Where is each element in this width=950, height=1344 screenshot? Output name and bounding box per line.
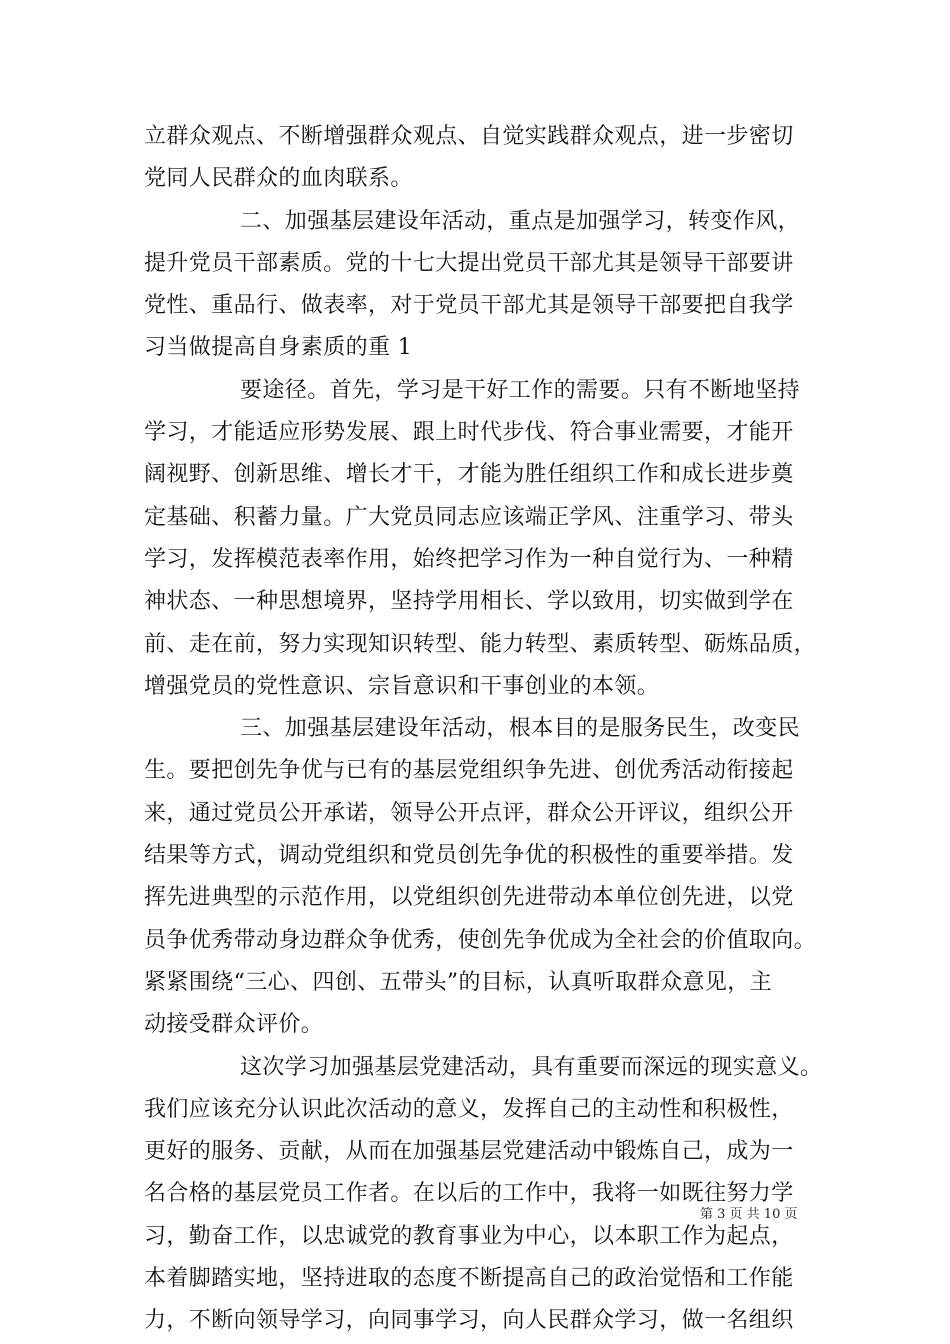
- text-line: 神状态、一种思想境界，坚持学用相长、学以致用，切实做到学在: [144, 589, 794, 615]
- text-line: 前、走在前，努力实现知识转型、能力转型、素质转型、砺炼品质，: [144, 631, 817, 657]
- text-line: 本着脚踏实地，坚持进取的态度不断提高自己的政治觉悟和工作能: [144, 1266, 794, 1292]
- text-line: 立群众观点、不断增强群众观点、自觉实践群众观点，进一步密切: [144, 124, 794, 149]
- text-line: 员争优秀带动身边群众争优秀，使创先争优成为全社会的价值取向。: [144, 927, 817, 953]
- text-line: 定基础、积蓄力量。广大党员同志应该端正学风、注重学习、带头: [144, 504, 794, 530]
- text-line: 要途径。首先，学习是干好工作的需要。只有不断地坚持: [240, 377, 801, 403]
- text-line: 习，勤奋工作，以忠诚党的教育事业为中心，以本职工作为起点，: [144, 1223, 794, 1249]
- text-line: 二、加强基层建设年活动，重点是加强学习，转变作风，: [240, 208, 801, 234]
- text-line: 学习，才能适应形势发展、跟上时代步伐、符合事业需要，才能开: [144, 420, 794, 446]
- text-line: 党同人民群众的血肉联系。: [144, 166, 413, 192]
- text-line: 增强党员的党性意识、宗旨意识和干事创业的本领。: [144, 673, 660, 699]
- text-line: 结果等方式，调动党组织和党员创先争优的积极性的重要举措。发: [144, 843, 794, 869]
- text-line: 提升党员干部素质。党的十七大提出党员干部尤其是领导干部要讲: [144, 250, 794, 276]
- text-line: 我们应该充分认识此次活动的意义，发挥自己的主动性和积极性，: [144, 1096, 794, 1122]
- text-line: 名合格的基层党员工作者。在以后的工作中，我将一如既往努力学: [144, 1181, 794, 1207]
- text-line: 生。要把创先争优与已有的基层党组织争先进、创优秀活动衔接起: [144, 758, 794, 784]
- page-number: 第 3 页 共 10 页: [700, 1207, 798, 1222]
- text-line: 紧紧围绕“三心、四创、五带头”的目标，认真听取群众意见，主: [144, 969, 773, 995]
- text-line: 挥先进典型的示范作用，以党组织创先进带动本单位创先进，以党: [144, 885, 794, 911]
- body-text: [144, 116, 824, 1343]
- text-line: 动接受群众评价。: [144, 1012, 324, 1038]
- text-line: 这次学习加强基层党建活动，具有重要而深远的现实意义。: [240, 1054, 823, 1080]
- text-line: 学习，发挥模范表率作用，始终把学习作为一种自觉行为、一种精: [144, 546, 794, 572]
- text-line: 三、加强基层建设年活动，根本目的是服务民生，改变民: [240, 716, 801, 742]
- text-line: 更好的服务、贡献，从而在加强基层党建活动中锻炼自己，成为一: [144, 1139, 794, 1165]
- text-line: 党性、重品行、做表率，对于党员干部尤其是领导干部要把自我学: [144, 293, 794, 319]
- text-line: 来，通过党员公开承诺，领导公开点评，群众公开评议，组织公开: [144, 800, 794, 826]
- text-line: 力，不断向领导学习，向同事学习，向人民群众学习，做一名组织: [144, 1308, 794, 1334]
- text-line: 阔视野、创新思维、增长才干，才能为胜任组织工作和成长进步奠: [144, 462, 794, 488]
- text-line: 习当做提高自身素质的重 1: [144, 335, 413, 361]
